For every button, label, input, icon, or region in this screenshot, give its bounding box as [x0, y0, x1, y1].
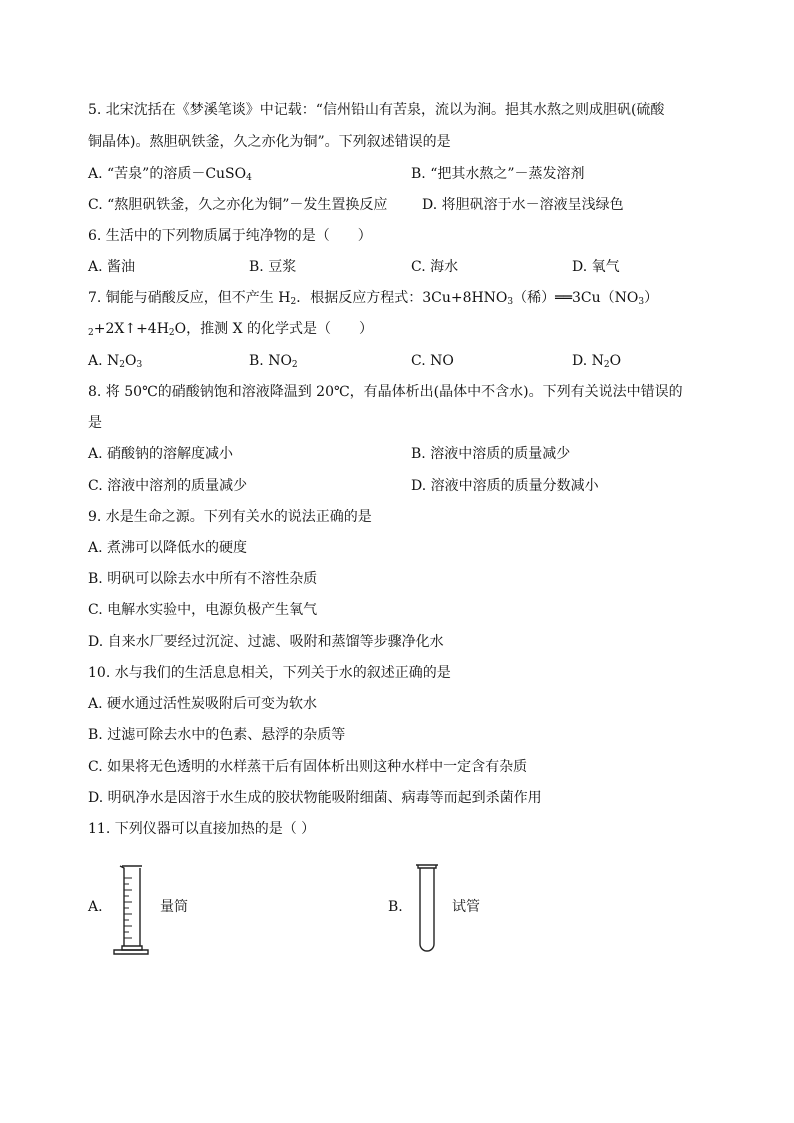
q7-a-text-1: A. N [88, 353, 120, 369]
q5-stem-line2: 铜晶体)。熬胆矾铁釜，久之亦化为铜”。下列叙述错误的是 [88, 134, 451, 150]
q11-stem: 11. 下列仪器可以直接加热的是（ ） [88, 821, 316, 837]
q7-text-1: 7. 铜能与硝酸反应，但不产生 H [88, 290, 291, 306]
q9-option-c[interactable]: C. 电解水实验中，电源负极产生氧气 [88, 602, 318, 618]
q8-option-a[interactable]: A. 硝酸钠的溶解度减小 [88, 446, 234, 462]
q5-option-c[interactable]: C. “熬胆矾铁釜，久之亦化为铜”－发生置换反应 [88, 197, 388, 213]
q7-a-sub-2: 3 [136, 360, 143, 370]
q5-option-d[interactable]: D. 将胆矾溶于水－溶液呈浅绿色 [422, 197, 624, 213]
q7-a-sub-1: 2 [119, 360, 125, 370]
q6-option-d[interactable]: D. 氧气 [572, 259, 620, 275]
q7-text-3: （稀）══3Cu（NO [513, 290, 639, 306]
test-tube-image [412, 862, 442, 960]
q5-option-a-sub: 4 [246, 173, 252, 183]
q7-option-d[interactable] [572, 351, 621, 371]
q7-sub-2: 3 [507, 297, 514, 307]
q7-option-c[interactable]: C. NO [411, 353, 454, 369]
q7-sub-3: 3 [638, 297, 645, 307]
q7-text-4: ） [644, 290, 659, 306]
q6-option-b[interactable]: B. 豆浆 [249, 259, 297, 275]
q7-sub-4: 2 [88, 328, 94, 338]
q10-option-c[interactable]: C. 如果将无色透明的水样蒸干后有固体析出则这种水样中一定含有杂质 [88, 759, 528, 775]
q10-option-b[interactable]: B. 过滤可除去水中的色素、悬浮的杂质等 [88, 727, 346, 743]
q7-stem-line1 [88, 288, 658, 308]
q9-option-d[interactable]: D. 自来水厂要经过沉淀、过滤、吸附和蒸馏等步骤净化水 [88, 634, 444, 650]
q6-option-c[interactable]: C. 海水 [411, 259, 459, 275]
q7-d-text-1: D. N [572, 353, 604, 369]
q11-option-a-label: 量筒 [160, 899, 188, 915]
q5-option-a[interactable] [88, 164, 252, 184]
q7-option-b[interactable] [249, 351, 298, 371]
q6-stem: 6. 生活中的下列物质属于纯净物的是（ ） [88, 228, 372, 244]
q10-option-d[interactable]: D. 明矾净水是因溶于水生成的胶状物能吸附细菌、病毒等而起到杀菌作用 [88, 790, 542, 806]
q9-option-b[interactable]: B. 明矾可以除去水中所有不溶性杂质 [88, 571, 318, 587]
q11-option-a-letter[interactable]: A. [88, 899, 103, 915]
q8-stem-line2: 是 [88, 415, 102, 431]
q7-d-sub: 2 [603, 360, 610, 370]
q7-b-text: B. NO [249, 353, 292, 369]
q10-stem: 10. 水与我们的生活息息相关，下列关于水的叙述正确的是 [88, 665, 451, 681]
q7-text-2: ．根据反应方程式：3Cu+8HNO [296, 290, 508, 306]
q7-stem-line2 [88, 319, 373, 339]
q8-option-b[interactable]: B. 溶液中溶质的质量减少 [411, 446, 571, 462]
q5-option-a-text: A. “苦泉”的溶质－CuSO [88, 166, 247, 182]
q10-option-a[interactable]: A. 硬水通过活性炭吸附后可变为软水 [88, 696, 318, 712]
q5-option-b[interactable]: B. “把其水熬之”－蒸发溶剂 [411, 166, 585, 182]
q9-stem: 9. 水是生命之源。下列有关水的说法正确的是 [88, 509, 372, 525]
q7-text-5: +2X↑+4H [93, 321, 169, 337]
test-tube-icon [412, 862, 442, 956]
q5-stem-line1: 5. 北宋沈括在《梦溪笔谈》中记载：“信州铅山有苦泉，流以为涧。挹其水熬之则成胆矾(硫酸 [88, 102, 665, 118]
q7-a-text-2: O [125, 353, 137, 369]
q7-sub-1: 2 [290, 297, 297, 307]
q6-option-a[interactable]: A. 酱油 [88, 259, 136, 275]
q7-sub-5: 2 [168, 328, 175, 338]
q11-option-b-letter[interactable]: B. [388, 899, 403, 915]
q7-d-text-2: O [609, 353, 622, 369]
q8-option-d[interactable]: D. 溶液中溶质的质量分数减小 [411, 478, 599, 494]
q11-option-b-label: 试管 [452, 899, 480, 915]
q7-option-a[interactable] [88, 351, 142, 371]
graduated-cylinder-icon [110, 864, 150, 956]
q9-option-a[interactable]: A. 煮沸可以降低水的硬度 [88, 540, 248, 556]
q7-b-sub: 2 [291, 360, 298, 370]
graduated-cylinder-image [110, 864, 150, 960]
q8-option-c[interactable]: C. 溶液中溶剂的质量减少 [88, 478, 248, 494]
q7-text-6: O，推测 X 的化学式是（ ） [174, 321, 374, 337]
q8-stem-line1: 8. 将 50℃的硝酸钠饱和溶液降温到 20℃，有晶体析出(晶体中不含水)。下列有关说法中错误的 [88, 384, 683, 400]
